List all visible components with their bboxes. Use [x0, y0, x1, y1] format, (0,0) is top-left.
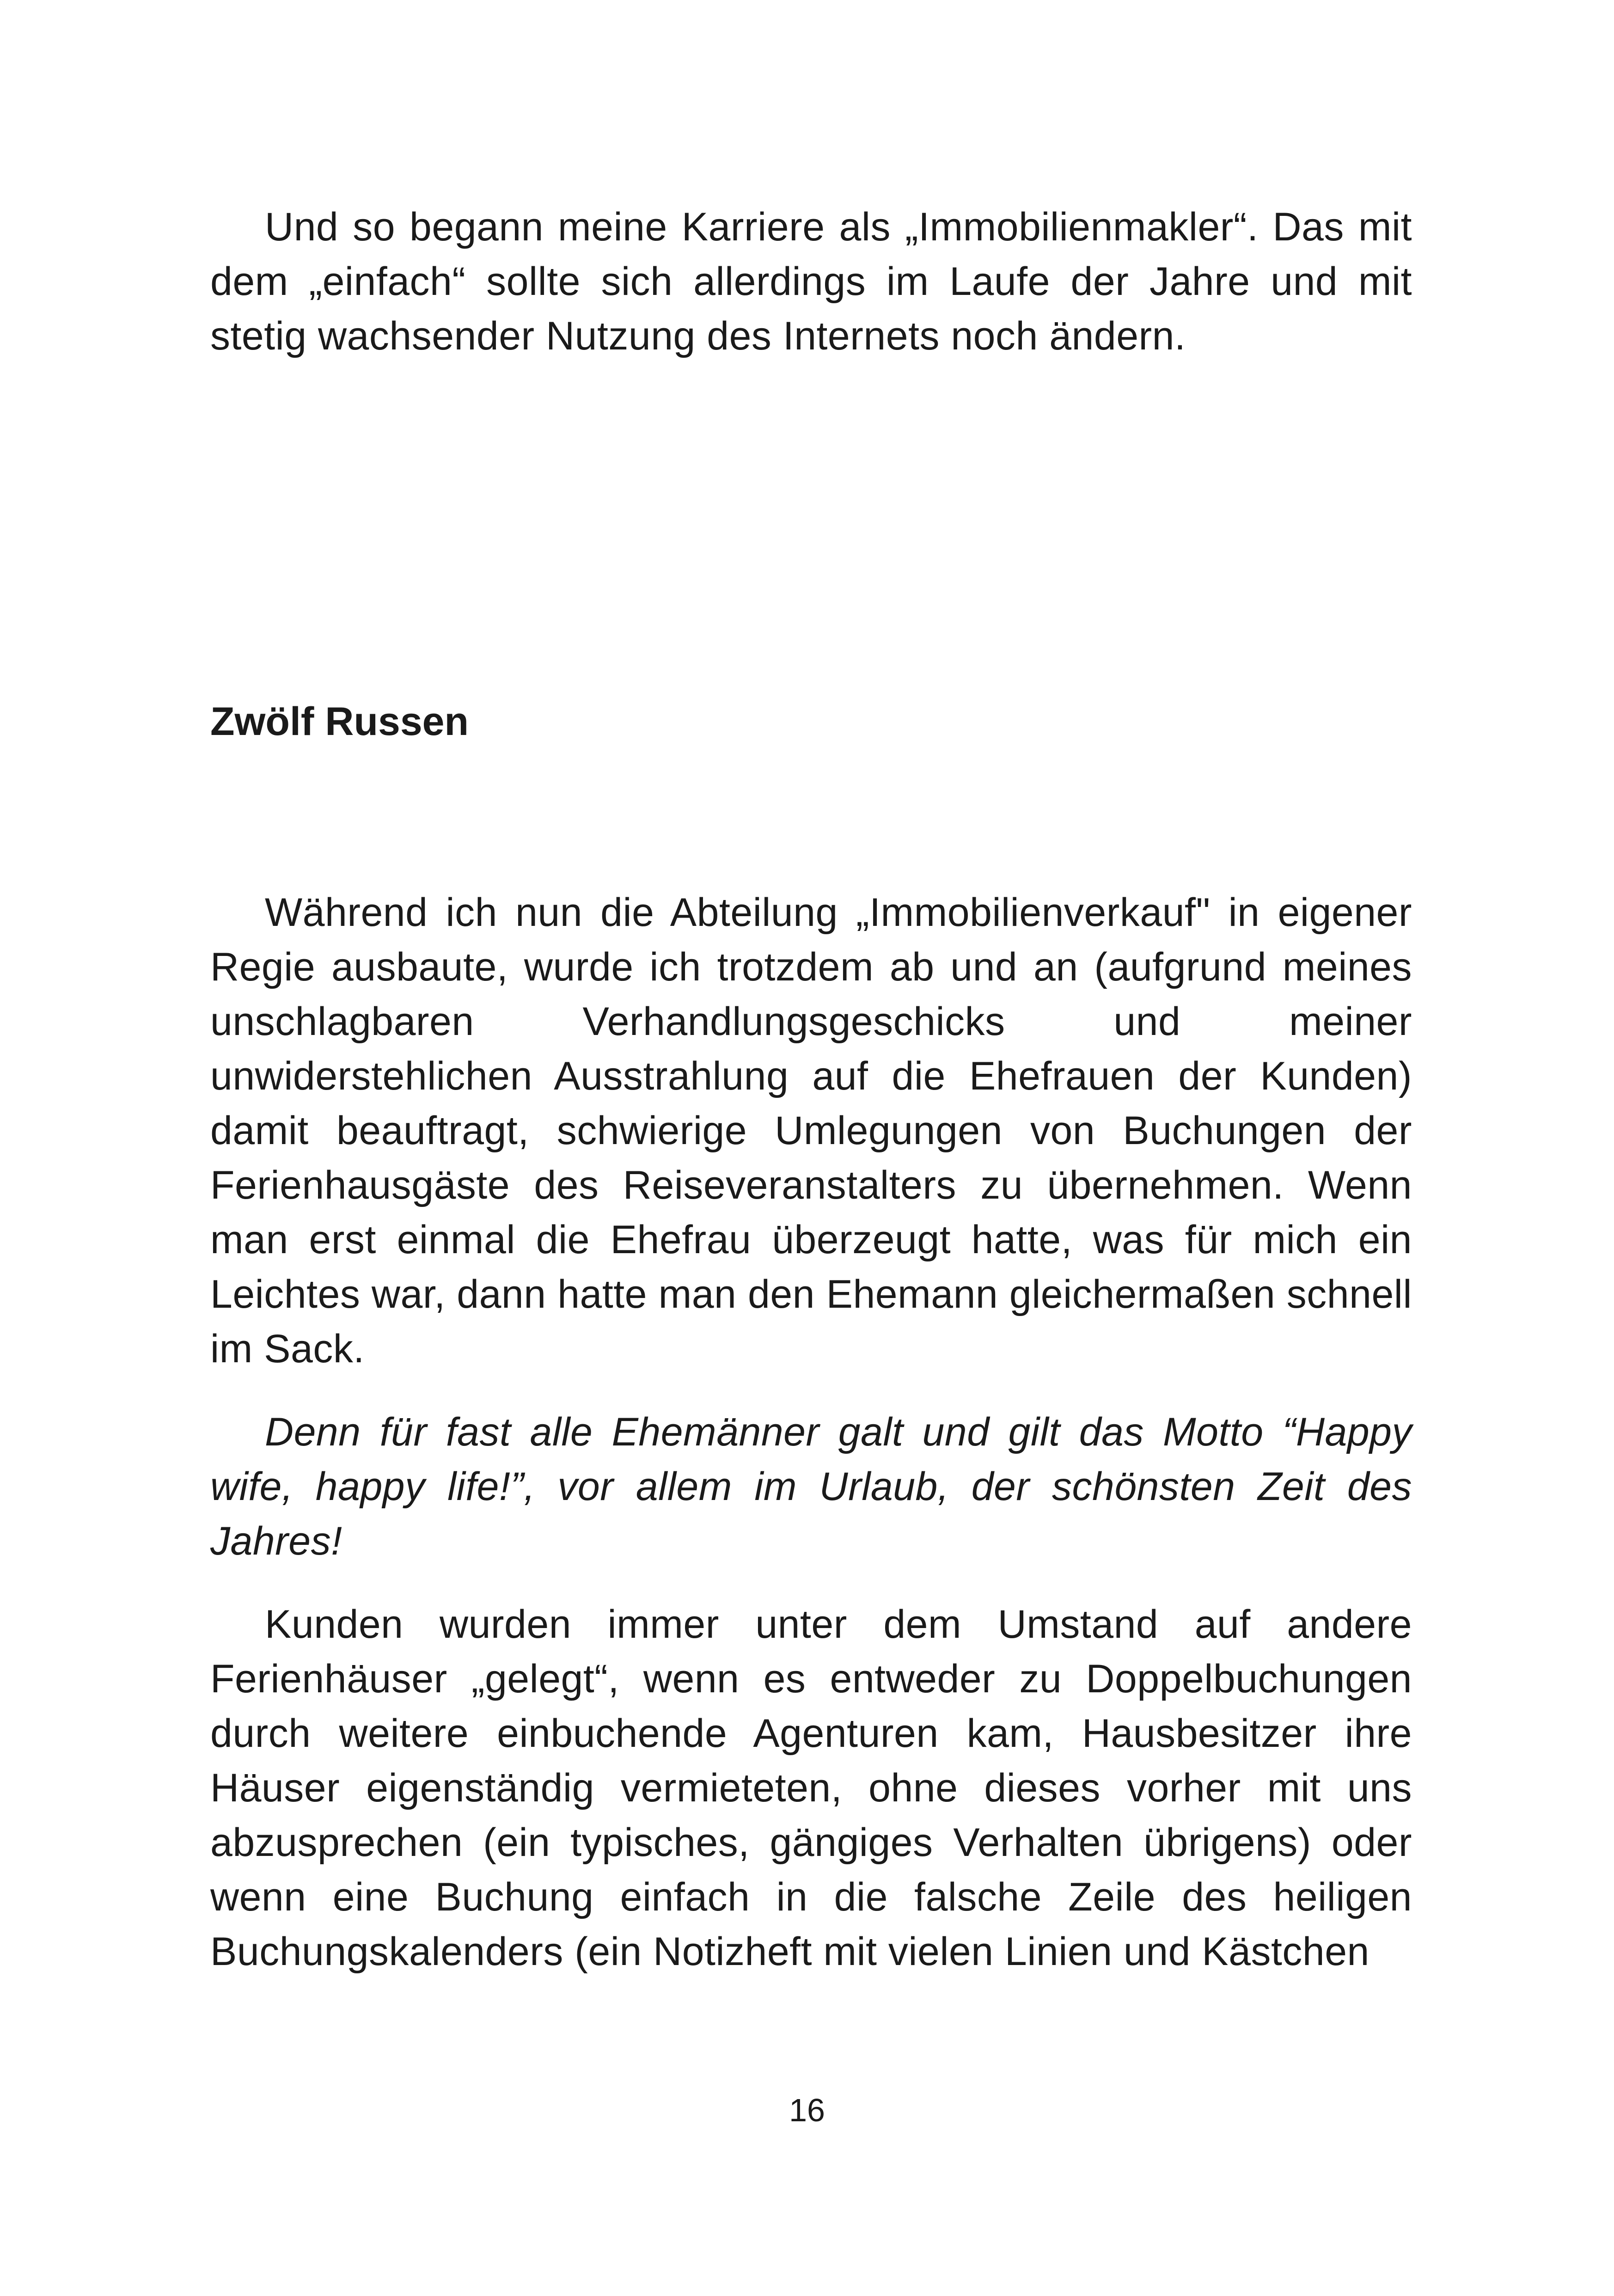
chapter-heading: Zwölf Russen	[210, 699, 469, 744]
intro-paragraph: Und so begann meine Karriere als „Immobilienmakler“. Das mit dem „einfach“ sollte sich allerdings im Laufe der Jahre und mit stetig wachsender Nutzung des Internets noch ändern.	[210, 205, 1412, 358]
chapter-body	[210, 885, 1412, 1979]
body-paragraph: Kunden wurden immer unter dem Umstand auf andere Ferienhäuser „gelegt“, wenn es entweder zu Doppelbuchungen durch weitere einbuchende Agenturen kam, Hausbesitzer ihre Häuser eigenständig vermieteten, ohne dieses vorher mit uns abzusprechen (ein typisches, gängiges Verhalten übrigens) oder wenn eine Buchung einfach in die falsche Zeile des heiligen Buchungskalenders (ein Notizheft mit vielen Linien und Kästchen	[210, 1602, 1412, 1974]
intro-section	[210, 200, 1412, 363]
motto-paragraph: Denn für fast alle Ehemänner galt und gilt das Motto “Happy wife, happy life!”, vor allem im Urlaub, der schönsten Zeit des Jahres!	[210, 1410, 1412, 1563]
body-paragraph: Während ich nun die Abteilung „Immobilienverkauf" in eigener Regie ausbaute, wurde ich trotzdem ab und an (aufgrund meines unschlagbaren Verhandlungsgeschicks und meiner unwiderstehlichen Ausstrahlung auf die Ehefrauen der Kunden) damit beauftragt, schwierige Umlegungen von Buchungen der Ferienhausgäste des Reiseveranstalters zu übernehmen. Wenn man erst einmal die Ehefrau überzeugt hatte, was für mich ein Leichtes war, dann hatte man den Ehemann gleichermaßen schnell im Sack.	[210, 890, 1412, 1371]
page-number: 16	[789, 2092, 825, 2128]
